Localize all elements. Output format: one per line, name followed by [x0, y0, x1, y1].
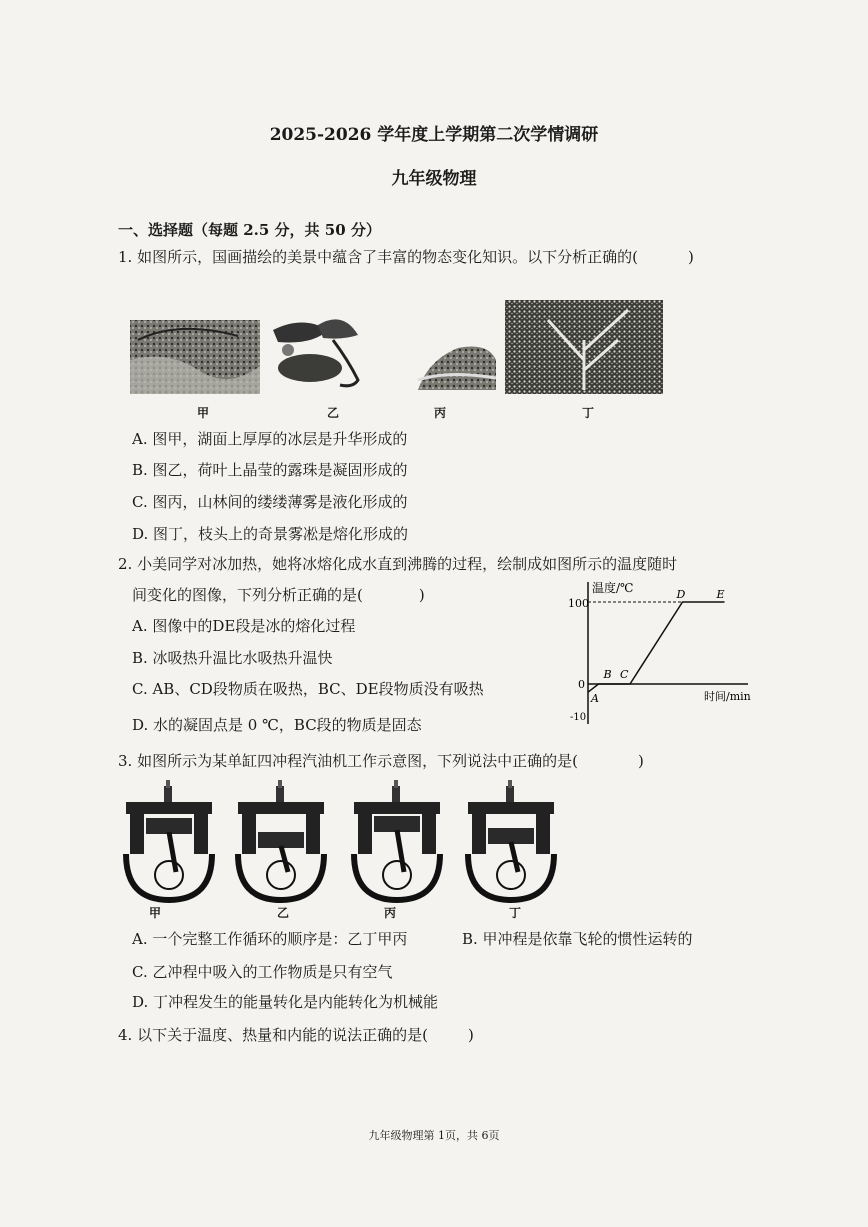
point-label-e: E: [716, 588, 725, 601]
question-3-option-c[interactable]: C. 乙冲程中吸入的工作物质是只有空气: [132, 963, 393, 981]
exam-title: 2025-2026 学年度上学期第二次学情调研: [269, 125, 599, 145]
figure-label-bing: 丙: [433, 406, 446, 420]
figure-jia-lake-image: [130, 320, 260, 394]
y-axis-label: 温度/℃: [592, 581, 634, 595]
engine-label-yi: 乙: [276, 906, 289, 920]
question-2-option-a[interactable]: A. 图像中的DE段是冰的熔化过程: [132, 617, 356, 635]
question-3-option-a[interactable]: A. 一个完整工作循环的顺序是：乙丁甲丙: [132, 930, 408, 948]
x-axis-label: 时间/min: [704, 690, 751, 703]
engine-diagram-jia: [126, 780, 212, 900]
engine-diagram-ding: [468, 780, 554, 900]
question-2-option-d[interactable]: D. 水的凝固点是 0 ℃，BC段的物质是固态: [132, 716, 422, 734]
question-2-stem: 2. 小美同学对冰加热，她将冰熔化成水直到沸腾的过程，绘制成如图所示的温度随时: [118, 555, 678, 573]
question-2-option-b[interactable]: B. 冰吸热升温比水吸热升温快: [132, 649, 333, 667]
y-tick-100: 100: [568, 597, 589, 610]
question-1-option-b[interactable]: B. 图乙，荷叶上晶莹的露珠是凝固形成的: [132, 461, 408, 479]
question-1-option-d[interactable]: D. 图丁，枝头上的奇景雾凇是熔化形成的: [132, 525, 409, 543]
point-label-b: B: [603, 668, 612, 681]
point-label-d: D: [676, 588, 686, 601]
page-footer: 九年级物理第 1页，共 6页: [368, 1129, 500, 1142]
section-heading: 一、选择题（每题 2.5 分，共 50 分）: [118, 221, 381, 239]
figure-label-jia: 甲: [196, 406, 209, 420]
engine-label-ding: 丁: [508, 906, 521, 920]
question-1-option-c[interactable]: C. 图丙，山林间的缕缕薄雾是液化形成的: [132, 493, 408, 511]
question-3-option-b[interactable]: B. 甲冲程是依靠飞轮的惯性运转的: [462, 930, 693, 948]
engine-diagram-bing: [354, 780, 440, 900]
figure-label-yi: 乙: [326, 406, 339, 420]
question-3-option-d[interactable]: D. 丁冲程发生的能量转化是内能转化为机械能: [132, 993, 439, 1011]
question-1-stem: 1. 如图所示，国画描绘的美景中蕴含了丰富的物态变化知识。以下分析正确的( ): [118, 248, 694, 266]
temperature-time-graph: [556, 578, 766, 728]
question-1-figures: [128, 300, 668, 400]
y-tick-minus-10: -10: [570, 712, 587, 723]
figure-ding-rime-image: [505, 300, 663, 394]
engine-label-jia: 甲: [148, 906, 161, 920]
engine-diagram-yi: [238, 780, 324, 900]
point-label-c: C: [620, 668, 629, 681]
question-2-stem-cont: 间变化的图像，下列分析正确的是( ): [132, 586, 425, 604]
question-2-option-c[interactable]: C. AB、CD段物质在吸热，BC、DE段物质没有吸热: [132, 680, 484, 698]
question-3-stem: 3. 如图所示为某单缸四冲程汽油机工作示意图，下列说法中正确的是( ): [118, 752, 644, 770]
figure-bing-mist-image: [418, 347, 496, 391]
exam-subtitle: 九年级物理: [391, 169, 477, 189]
engine-stroke-diagrams: [118, 780, 558, 905]
point-label-a: A: [591, 692, 599, 706]
engine-label-bing: 丙: [383, 906, 396, 920]
figure-yi-lotus-image: [273, 319, 358, 385]
figure-label-ding: 丁: [581, 406, 594, 420]
y-tick-0: 0: [578, 678, 585, 691]
question-4-stem: 4. 以下关于温度、热量和内能的说法正确的是( ): [118, 1026, 474, 1044]
question-1-option-a[interactable]: A. 图甲，湖面上厚厚的冰层是升华形成的: [132, 430, 408, 448]
